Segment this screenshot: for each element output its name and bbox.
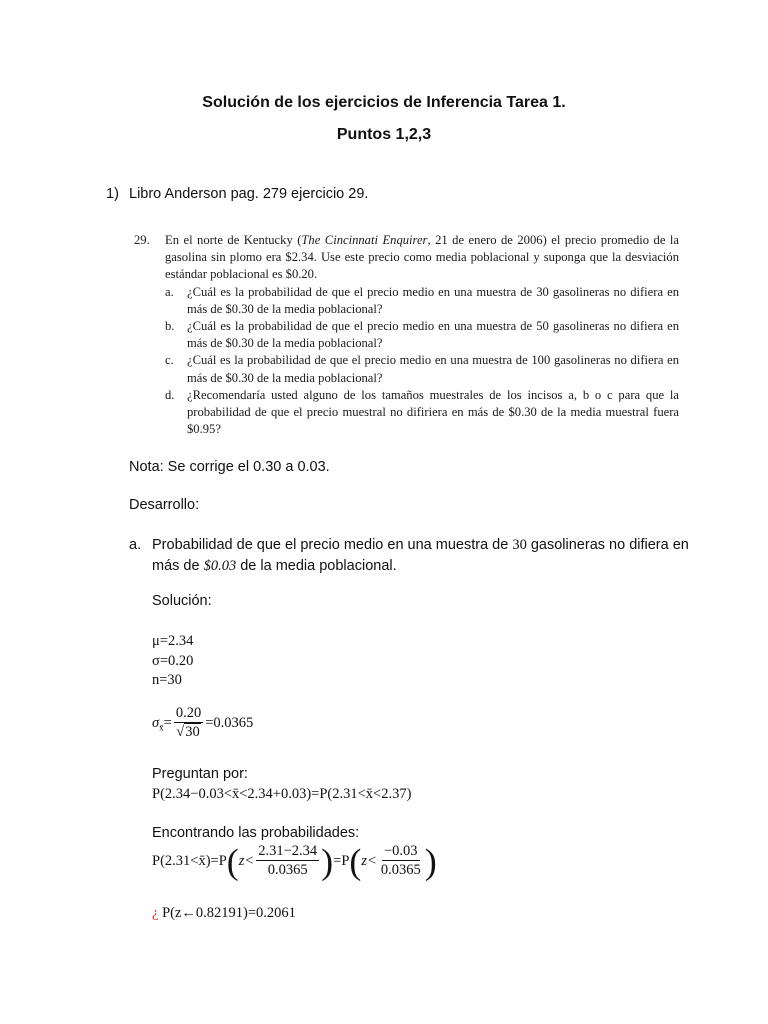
paren-close: ) <box>321 841 334 882</box>
excerpt-item-letter: d. <box>165 387 175 402</box>
excerpt-item-letter: a. <box>165 284 174 299</box>
formula-mid: =P <box>333 852 350 869</box>
excerpt-item-b <box>165 318 679 352</box>
n-value: n=30 <box>152 672 182 688</box>
paren-open: ( <box>226 841 239 882</box>
fraction-denominator: 0.0365 <box>267 862 308 878</box>
inverted-question-mark: ¿ <box>152 905 159 921</box>
excerpt-item-d <box>165 387 679 439</box>
excerpt-intro-b: , 21 de enero de 2006) el precio promedio de la gasolina sin plomo era $2.34. Use este precio como media poblacional y suponga que la desviación estándar poblacional es $0.20. <box>165 233 679 282</box>
section-heading-desarrollo: Desarrollo: <box>129 497 200 513</box>
standard-error-result: =0.0365 <box>205 714 254 731</box>
asked-formula: P(2.34−0.03<x̄<2.34+0.03)=P(2.31<x̄<2.37) <box>152 786 412 802</box>
equals-sign: = <box>163 714 172 731</box>
excerpt-item-letter: c. <box>165 353 174 368</box>
textbook-excerpt <box>134 232 679 438</box>
standard-error-formula <box>152 705 253 742</box>
question-text-3: de la media poblacional. <box>236 558 397 574</box>
excerpt-item-letter: b. <box>165 319 175 334</box>
excerpt-item-text: ¿Cuál es la probabilidad de que el precio medio en una muestra de 50 gasolineras no difiera en más de $0.30 de la media poblacional? <box>187 319 679 351</box>
finding-heading: Encontrando las probabilidades: <box>152 825 360 841</box>
question-amount: $0.03 <box>203 558 237 574</box>
question-a <box>129 535 689 577</box>
probability-formula <box>152 843 437 880</box>
excerpt-source: The Cincinnati Enquirer <box>301 233 428 247</box>
fraction-denominator: √30 <box>176 724 200 740</box>
exercise-item <box>106 186 368 202</box>
given-values <box>152 632 193 691</box>
result-expression: P(z←0.82191)=0.2061 <box>162 905 296 921</box>
solution-heading: Solución: <box>152 593 212 609</box>
question-letter: a. <box>129 537 142 553</box>
asked-heading: Preguntan por: <box>152 766 248 782</box>
question-text-2: gasolineras no difiera en más de <box>152 537 689 574</box>
fraction-numerator: 2.31−2.34 <box>258 843 318 859</box>
sigma-subscript: x̄ <box>159 722 164 733</box>
fraction-denominator: 0.0365 <box>380 862 421 878</box>
excerpt-item-text: ¿Cuál es la probabilidad de que el precio medio en una muestra de 100 gasolineras no difiera en más de $0.30 de la media poblacional? <box>187 353 679 385</box>
paren-close: ) <box>424 841 437 882</box>
sigma-symbol: σ <box>152 714 160 731</box>
fraction <box>379 843 423 880</box>
mu-value: μ=2.34 <box>152 633 194 649</box>
fraction <box>256 843 319 880</box>
excerpt-intro <box>134 232 679 284</box>
question-sample-size: 30 <box>512 537 527 553</box>
question-text-1: Probabilidad de que el precio medio en una muestra de <box>152 537 513 553</box>
z-term: z< <box>238 852 255 869</box>
exercise-number: 1) <box>106 186 119 202</box>
excerpt-item-text: ¿Cuál es la probabilidad de que el precio medio en una muestra de 30 gasolineras no difiera en más de $0.30 de la media poblacional? <box>187 284 679 316</box>
paren-open: ( <box>349 841 362 882</box>
formula-lhs: P(2.31<x̄)=P <box>152 852 227 869</box>
fraction <box>174 705 203 742</box>
sigma-value: σ=0.20 <box>152 652 194 669</box>
note-text: Nota: Se corrige el 0.30 a 0.03. <box>129 459 330 475</box>
page-title: Solución de los ejercicios de Inferencia Tarea 1. <box>202 94 566 111</box>
result-formula <box>152 905 296 922</box>
excerpt-item-a <box>165 284 679 318</box>
fraction-numerator: 0.20 <box>175 705 202 721</box>
exercise-text: Libro Anderson pag. 279 ejercicio 29. <box>129 186 369 202</box>
excerpt-intro-a: En el norte de Kentucky ( <box>165 233 302 247</box>
page-subtitle: Puntos 1,2,3 <box>336 126 432 143</box>
excerpt-number: 29. <box>134 233 150 247</box>
fraction-numerator: −0.03 <box>383 843 418 859</box>
excerpt-item-text: ¿Recomendaría usted alguno de los tamaños muestrales de los incisos a, b o c para que la probabilidad de que el precio muestral no difiriera en más de $0.30 de la media muestral fuera $0.95? <box>187 387 679 437</box>
z-term: z< <box>361 852 377 869</box>
sqrt-radicand: 30 <box>185 724 200 740</box>
excerpt-item-c <box>165 352 679 386</box>
